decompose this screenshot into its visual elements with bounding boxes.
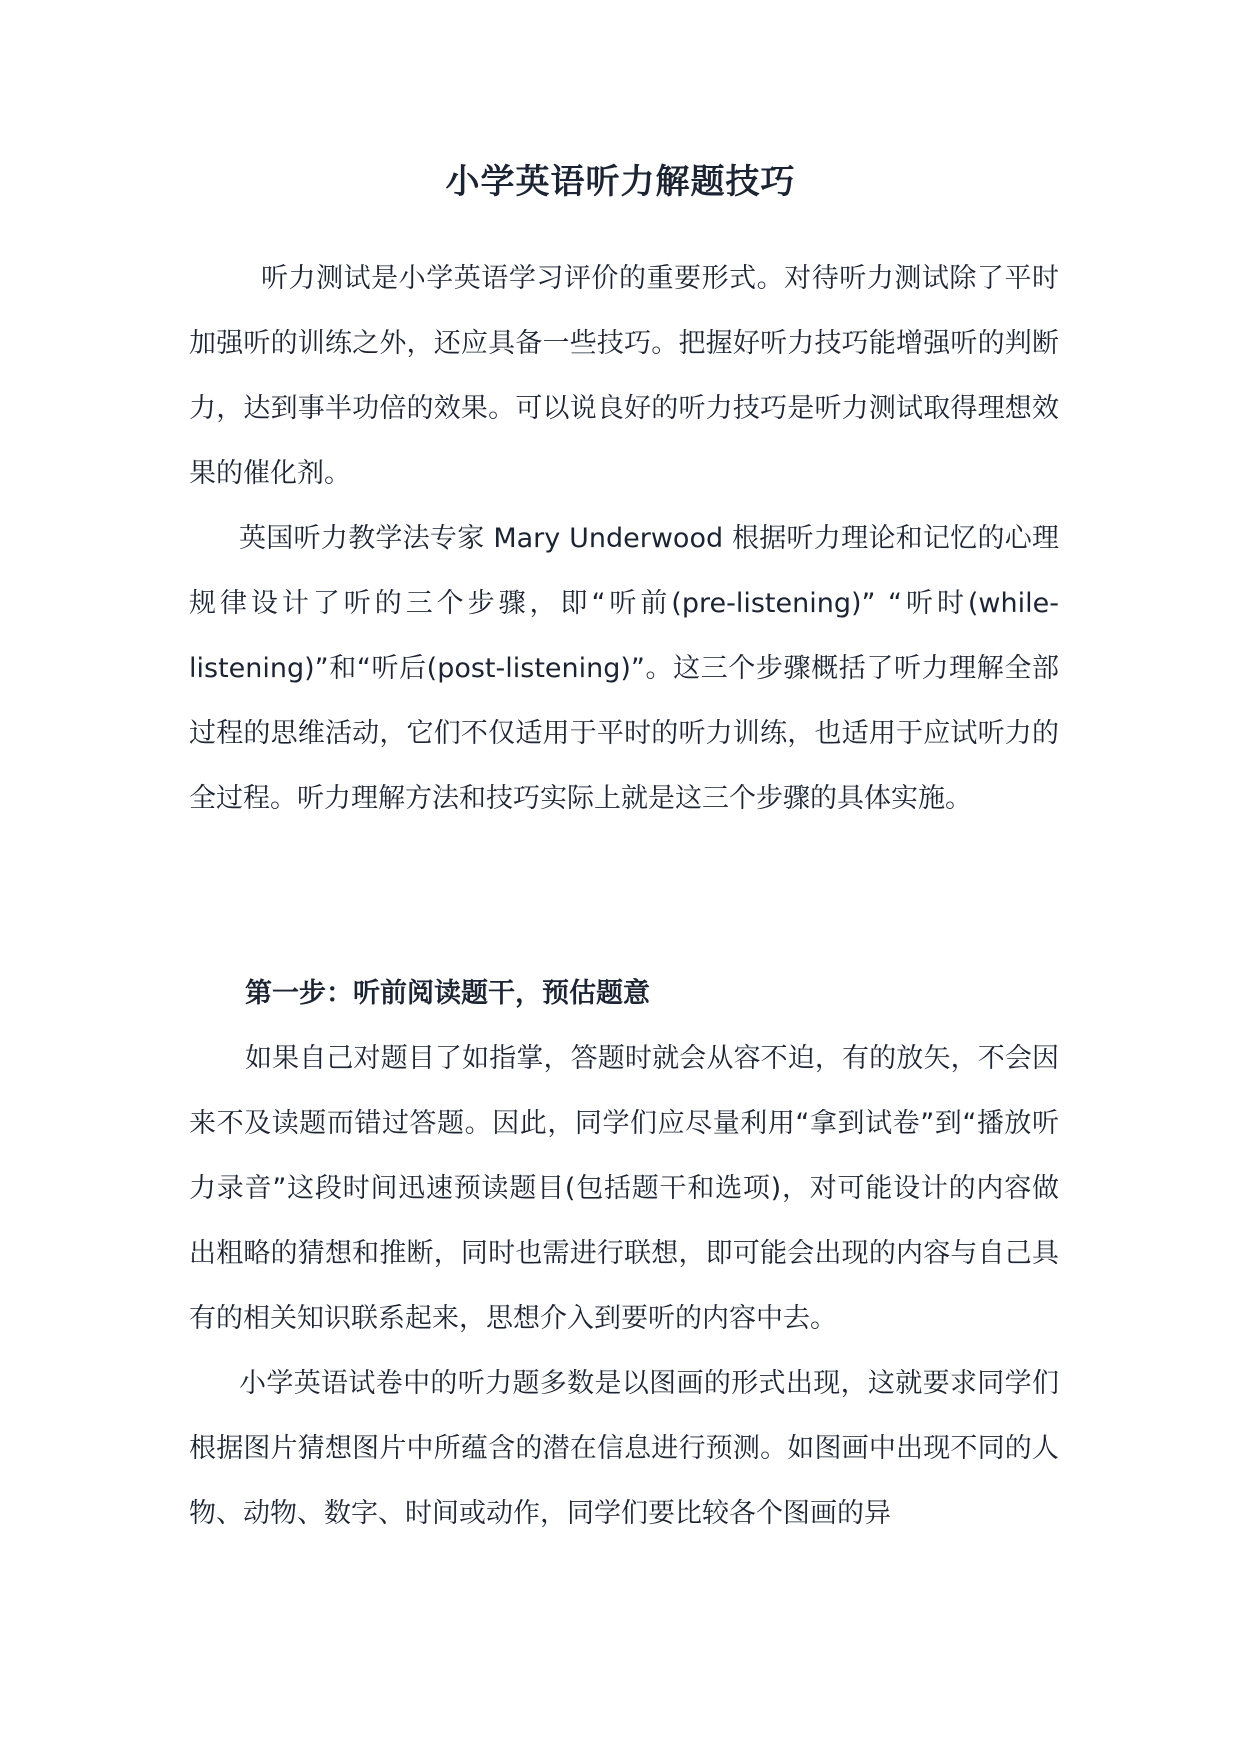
document-title: 小学英语听力解题技巧 bbox=[445, 162, 796, 202]
intro-paragraph-1: 听力测试是小学英语学习评价的重要形式。对待听力测试除了平时加强听的训练之外，还应具备一些技巧。把握好听力技巧能增强听的判断力，达到事半功倍的效果。可以说良好的听力技巧是听力测试取得理想效果的催化剂。 bbox=[189, 263, 1059, 489]
intro-paragraph-2: 英国听力教学法专家 Mary Underwood 根据听力理论和记忆的心理规律设计了听的三个步骤，即“听前(pre-listening)” “听时(while-listening)”和“听后(post-listening)”。这三个步骤概括了听力理解全部过程的思维活动，它们不仅适用于平时的听力训练，也适用于应试听力的全过程。听力理解方法和技巧实际上就是这三个步骤的具体实施。 bbox=[189, 523, 1059, 814]
step1-paragraph-2: 小学英语试卷中的听力题多数是以图画的形式出现，这就要求同学们根据图片猜想图片中所蕴含的潜在信息进行预测。如图画中出现不同的人物、动物、数字、时间或动作，同学们要比较各个图画的异 bbox=[189, 1368, 1059, 1529]
step1-section bbox=[189, 961, 1059, 1546]
step1-heading: 第一步：听前阅读题干，预估题意 bbox=[245, 978, 650, 1009]
step1-paragraph-1: 如果自己对题目了如指掌，答题时就会从容不迫，有的放矢，不会因来不及读题而错过答题。因此，同学们应尽量利用“拿到试卷”到“播放听力录音”这段时间迅速预读题目(包括题干和选项)，对可能设计的内容做出粗略的猜想和推断，同时也需进行联想，即可能会出现的内容与自己具有的相关知识联系起来，思想介入到要听的内容中去。 bbox=[189, 1043, 1059, 1334]
intro-section bbox=[189, 246, 1059, 831]
